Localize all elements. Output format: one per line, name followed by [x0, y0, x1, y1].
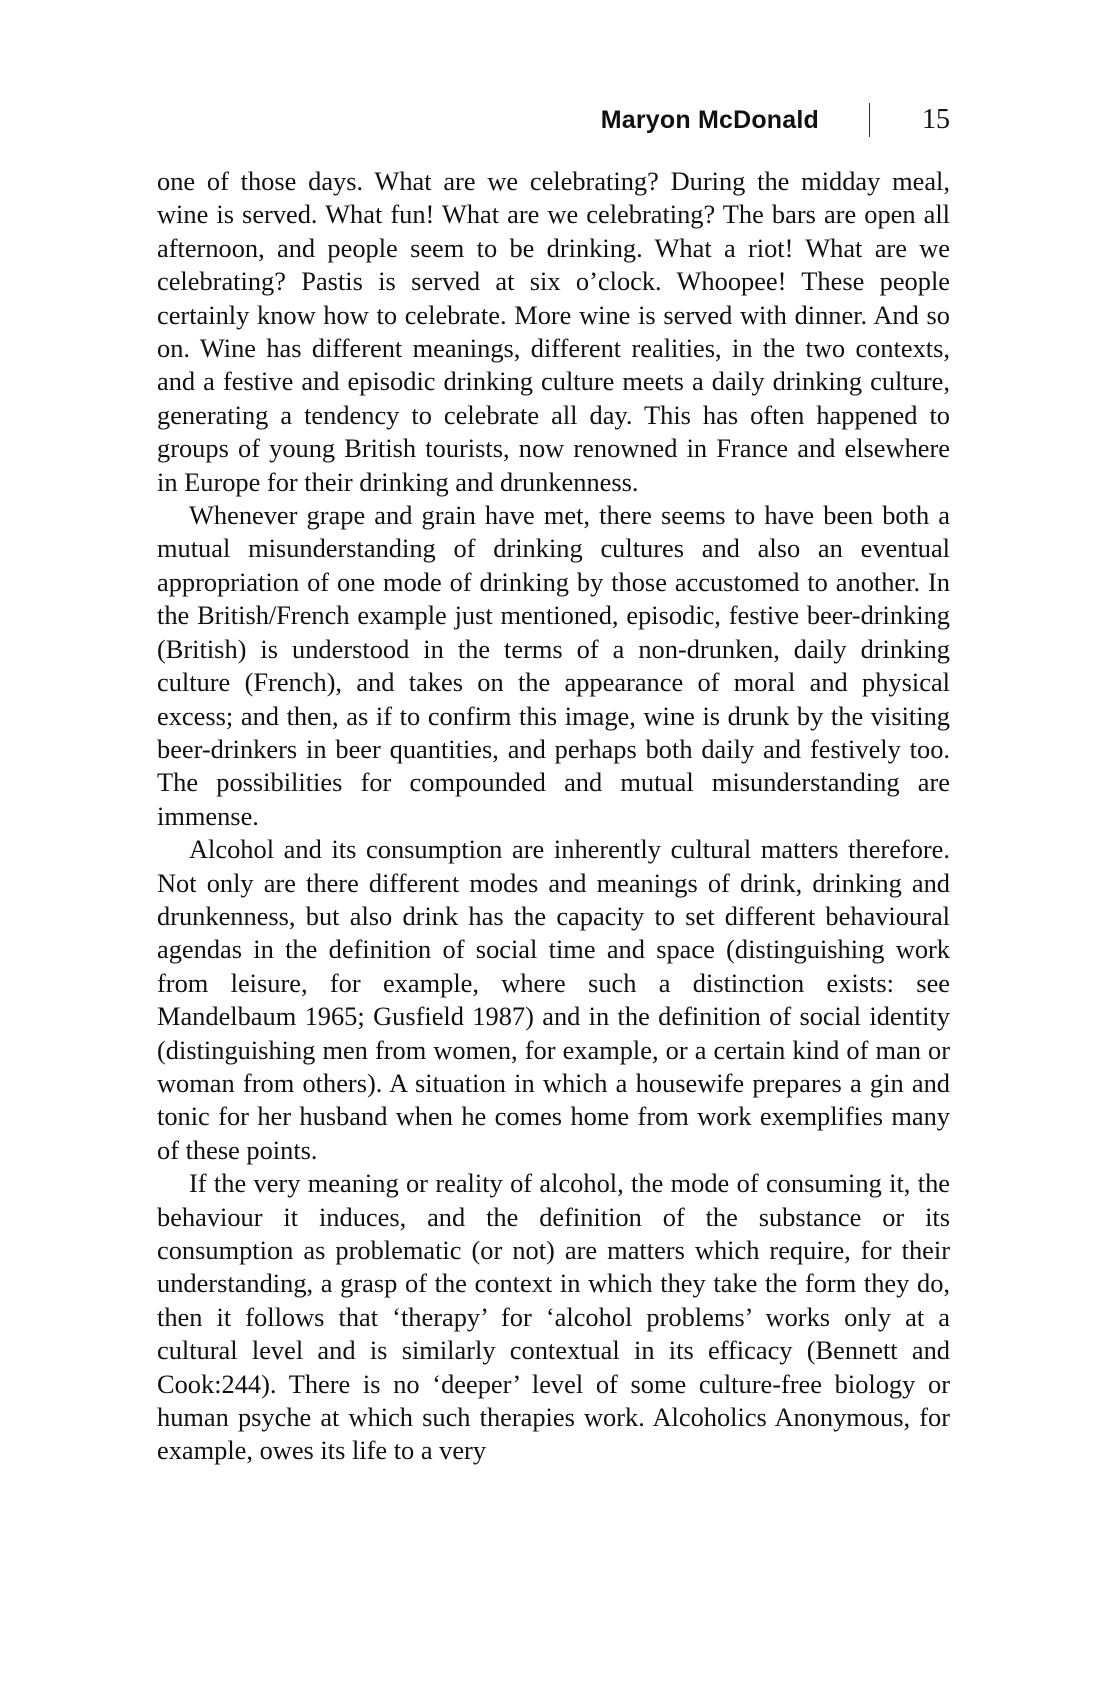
paragraph: Alcohol and its consumption are inherently cultural matters therefore. Not only are there different modes and meanings of drink, drinking and drunkenness, but also drink has the capacity to set different behavioural agendas in the definition of social time and space (distinguishing work from leisure, for example, where such a distinction exists: see Mandelbaum 1965; Gusfield 1987) and in the definition of social identity (distinguishing men from women, for example, or a certain kind of man or woman from others). A situation in which a housewife prepares a gin and tonic for her husband when he comes home from work exemplifies many of these points. — [157, 834, 950, 1165]
header-divider — [869, 103, 870, 137]
running-head — [601, 100, 950, 140]
running-head-author: Maryon McDonald — [600, 105, 819, 134]
paragraph-continued: one of those days. What are we celebrating? During the midday meal, wine is served. What fun! What are we celebrating? The bars are open all afternoon, and people seem to be drinking. What a riot! What are we celebrating? Pastis is served at six o’clock. Whoopee! These people certainly know how to celebrate. More wine is served with dinner. And so on. Wine has different meanings, different realities, in the two contexts, and a festive and episodic drinking culture meets a daily drinking culture, generating a tendency to celebrate all day. This has often happened to groups of young British tourists, now renowned in France and elsewhere in Europe for their drinking and drunkenness. — [157, 166, 950, 497]
paragraph: If the very meaning or reality of alcohol, the mode of consuming it, the behaviour it induces, and the definition of the substance or its consumption as problematic (or not) are matters which require, for their understanding, a grasp of the context in which they take the form they do, then it follows that ‘therapy’ for ‘alcohol problems’ works only at a cultural level and is similarly contextual in its efficacy (Bennett and Cook:244). There is no ‘deeper’ level of some culture-free biology or human psyche at which such therapies work. Alcoholics Anonymous, for example, owes its life to a very — [157, 1168, 950, 1466]
paragraph: Whenever grape and grain have met, there seems to have been both a mutual misunderstanding of drinking cultures and also an eventual appropriation of one mode of drinking by those accustomed to another. In the British/French example just mentioned, episodic, festive beer-drinking (British) is understood in the terms of a non-drunken, daily drinking culture (French), and takes on the appearance of moral and physical excess; and then, as if to confirm this image, wine is drunk by the visiting beer-drinkers in beer quantities, and perhaps both daily and festively too. The possibilities for compounded and mutual misunderstanding are immense. — [157, 500, 950, 831]
body-text — [157, 165, 950, 1468]
page-number: 15 — [922, 104, 950, 135]
